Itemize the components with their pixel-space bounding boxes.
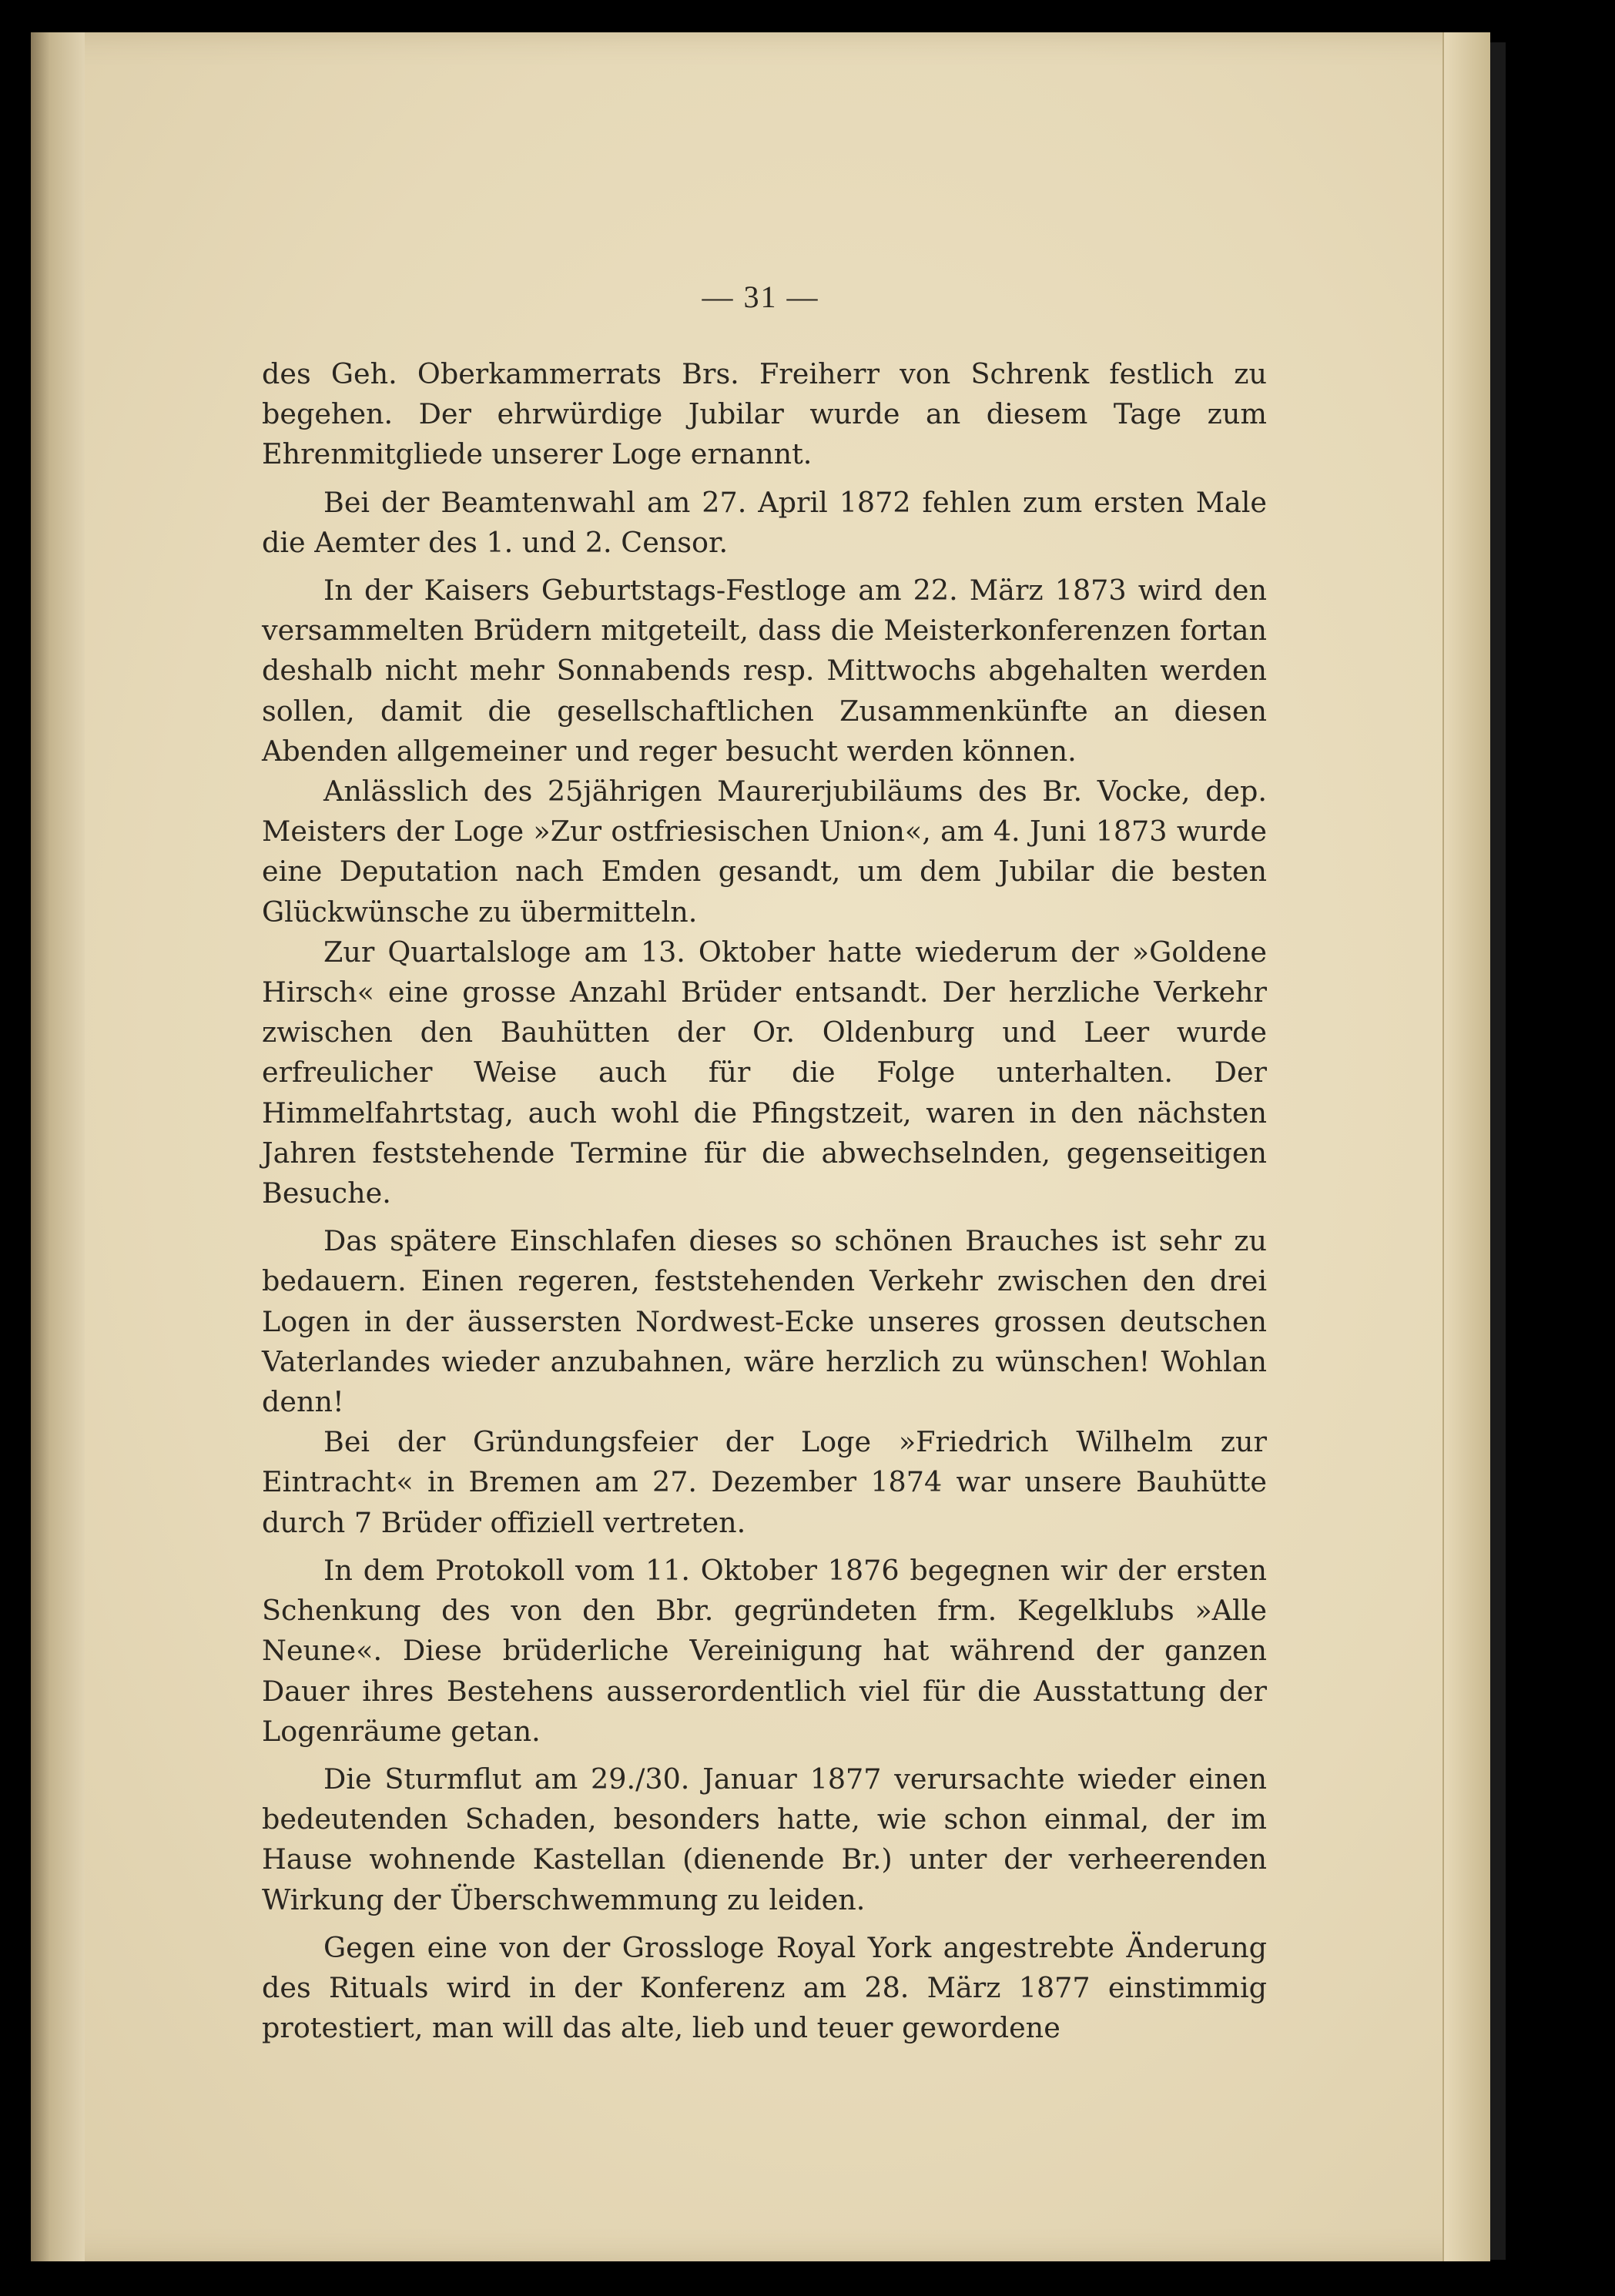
page-edge-shadow: [1490, 42, 1506, 2260]
page-spine-shadow: [31, 32, 85, 2261]
paragraph-gap: [262, 1213, 1267, 1221]
paragraph: Zur Quartalsloge am 13. Oktober hatte wiederum der »Goldene Hirsch« eine grosse Anzahl Brüder entsandt. Der herzliche Verkehr zwischen den Bauhütten der Or. Oldenburg und Leer wurde erfreulicher Weise auch für die Folge unterhalten. Der Himmelfahrtstag, auch wohl die Pfingstzeit, waren in den nächsten Jahren feststehende Termine für die abwechselnden, gegenseitigen Besuche.: [262, 935, 1267, 1210]
paragraph: Die Sturmflut am 29./30. Januar 1877 verursachte wieder einen bedeutenden Schaden, besonders hatte, wie schon einmal, der im Hause wohnende Kastellan (dienende Br.) unter der verheerenden Wirkung der Überschwemmung zu leiden.: [262, 1762, 1267, 1916]
paragraph-gap: [262, 1920, 1267, 1928]
paragraph: In der Kaisers Geburtstags-Festloge am 22. März 1873 wird den versammelten Brüdern mitgeteilt, dass die Meisterkonferenzen fortan deshalb nicht mehr Sonnabends resp. Mittwochs abgehalten werden sollen, damit die gesellschaftlichen Zusammenkünfte an diesen Abenden allgemeiner und reger besucht werden können.: [262, 574, 1267, 768]
page-number: [31, 279, 1490, 315]
paragraph: Bei der Beamtenwahl am 27. April 1872 fehlen zum ersten Male die Aemter des 1. und 2. Censor.: [262, 485, 1267, 559]
paragraph: Anlässlich des 25jährigen Maurerjubiläums des Br. Vocke, dep. Meisters der Loge »Zur ostfriesischen Union«, am 4. Juni 1873 wurde eine Deputation nach Emden gesandt, um dem Jubilar die besten Glückwünsche zu übermitteln.: [262, 775, 1267, 929]
page-fore-edge: [1442, 32, 1490, 2261]
paragraph: Gegen eine von der Grossloge Royal York angestrebte Änderung des Rituals wird in der Konferenz am 28. März 1877 einstimmig protestiert, man will das alte, lieb und teuer gewordene: [262, 1930, 1267, 2045]
paragraph-gap: [262, 563, 1267, 571]
paragraph: In dem Protokoll vom 11. Oktober 1876 begegnen wir der ersten Schenkung des von den Bbr. gegründeten frm. Kegelklubs »Alle Neune«. Diese brüderliche Vereinigung hat während der ganzen Dauer ihres Bestehens ausserordentlich viel für die Ausstattung der Logenräume getan.: [262, 1553, 1267, 1748]
book-page: [31, 32, 1490, 2261]
paragraph-gap: [262, 1543, 1267, 1551]
page-number-text: — 31 —: [702, 279, 819, 314]
paragraph: Das spätere Einschlafen dieses so schönen Brauches ist sehr zu bedauern. Einen regeren, feststehenden Verkehr zwischen den drei Logen in der äussersten Nordwest-Ecke unseres grossen deutschen Vaterlandes wieder anzubahnen, wäre herzlich zu wünschen! Wohlan denn!: [262, 1224, 1267, 1419]
paragraph: des Geh. Oberkammerrats Brs. Freiherr von Schrenk festlich zu begehen. Der ehrwürdige Jubilar wurde an diesem Tage zum Ehrenmitgliede unserer Loge ernannt.: [262, 357, 1267, 471]
paragraph-gap: [262, 1752, 1267, 1759]
paragraph: Bei der Gründungsfeier der Loge »Friedrich Wilhelm zur Eintracht« in Bremen am 27. Dezember 1874 war unsere Bauhütte durch 7 Brüder offiziell vertreten.: [262, 1425, 1267, 1539]
paragraph-gap: [262, 475, 1267, 483]
body-text: [262, 354, 1267, 2048]
